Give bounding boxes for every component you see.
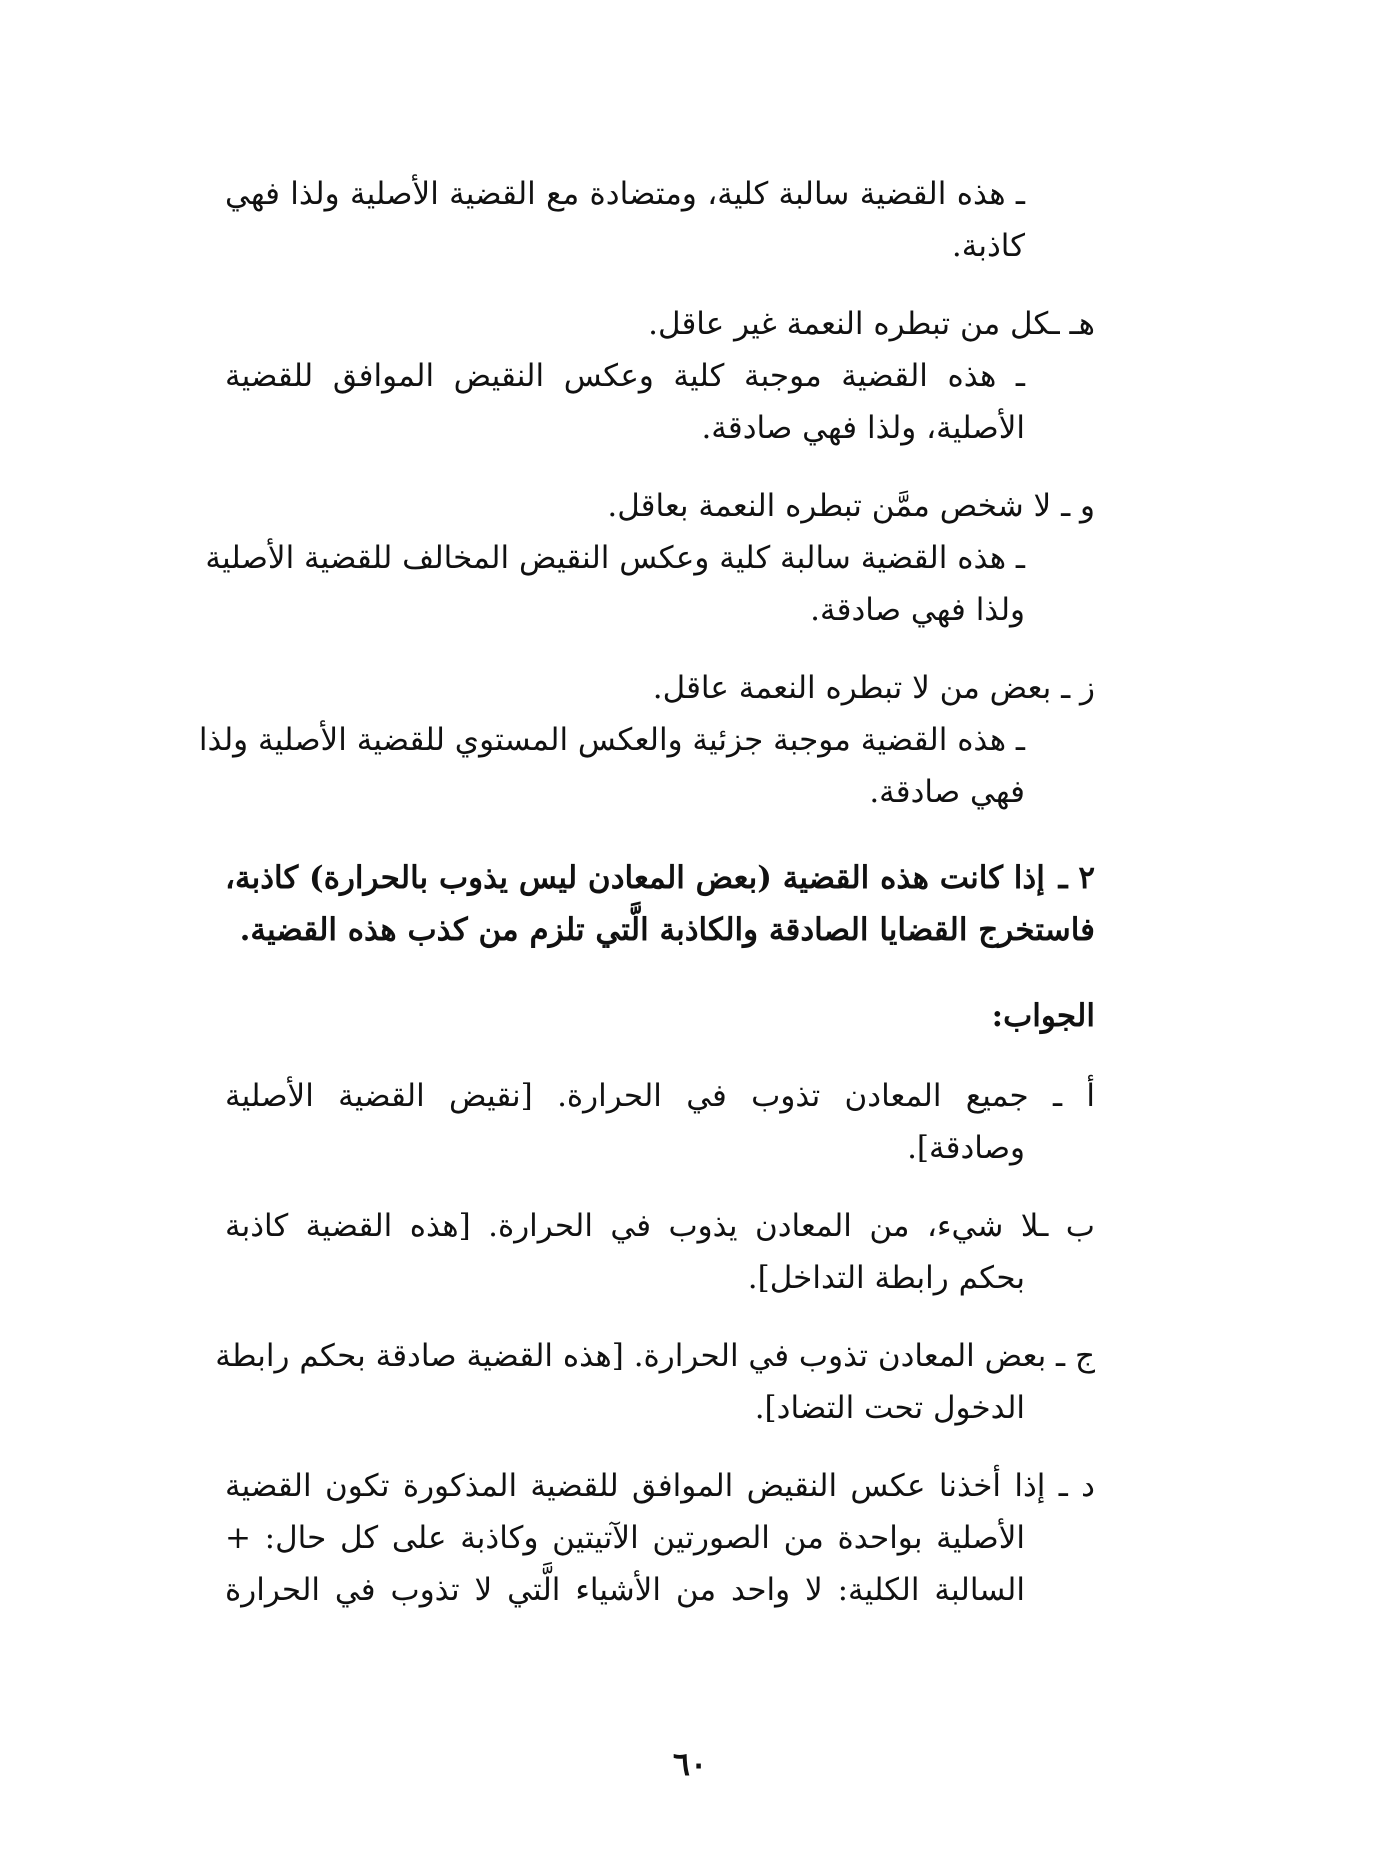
- question-text: فاستخرج القضايا الصادقة والكاذبة الَّتي تلزم من كذب هذه القضية.: [239, 912, 1095, 948]
- text-line: د ـ إذا أخذنا عكس النقيض الموافق للقضية المذكورة تكون القضية: [225, 1468, 1095, 1504]
- text-line: السالبة الكلية: لا واحد من الأشياء الَّتي لا تذوب في الحرارة: [225, 1572, 1025, 1608]
- text-line: ـ هذه القضية موجبة كلية وعكس النقيض الموافق للقضية: [225, 358, 1025, 394]
- question-number: ٢ ـ: [1058, 860, 1095, 896]
- text-line: الأصلية بواحدة من الصورتين الآتيتين وكاذبة على كل حال: +: [225, 1520, 1025, 1556]
- text-line: ـ هذه القضية سالبة كلية، ومتضادة مع القضية الأصلية ولذا فهي: [225, 176, 1025, 212]
- text-line: ولذا فهي صادقة.: [810, 592, 1025, 628]
- proposition-line: و ـ لا شخص ممَّن تبطره النعمة بعاقل.: [607, 488, 1095, 524]
- question-first-line: [225, 852, 1095, 904]
- text-line: ج ـ بعض المعادن تذوب في الحرارة. [هذه القضية صادقة بحكم رابطة: [215, 1338, 1095, 1374]
- item-continuation-d: [225, 168, 1095, 272]
- proposition-line: ز ـ بعض من لا تبطره النعمة عاقل.: [652, 670, 1095, 706]
- proposition-line: هـ ـكل من تبطره النعمة غير عاقل.: [648, 306, 1095, 342]
- text-line: وصادقة].: [907, 1130, 1025, 1166]
- page-body: [198, 168, 1095, 1642]
- item-waw: [205, 480, 1095, 636]
- answer-ba: [225, 1200, 1095, 1304]
- item-zay: [198, 662, 1095, 818]
- text-line: بحكم رابطة التداخل].: [747, 1260, 1025, 1296]
- text-line: فهي صادقة.: [869, 774, 1025, 810]
- answer-alif: [225, 1070, 1095, 1174]
- answer-dal: [225, 1460, 1095, 1616]
- text-line: ب ـلا شيء، من المعادن يذوب في الحرارة. [هذه القضية كاذبة: [225, 1208, 1095, 1244]
- text-line: كاذبة.: [951, 228, 1025, 264]
- text-line: أ ـ جميع المعادن تذوب في الحرارة. [نقيض القضية الأصلية: [225, 1078, 1095, 1114]
- text-line: الأصلية، ولذا فهي صادقة.: [701, 410, 1025, 446]
- text-line: ـ هذه القضية موجبة جزئية والعكس المستوي للقضية الأصلية ولذا: [198, 722, 1025, 758]
- answer-jim: [215, 1330, 1095, 1434]
- answer-label: الجواب:: [991, 998, 1095, 1034]
- question-text: إذا كانت هذه القضية (بعض المعادن ليس يذوب بالحرارة) كاذبة،: [225, 860, 1045, 896]
- item-he: [225, 298, 1095, 454]
- text-line: ـ هذه القضية سالبة كلية وعكس النقيض المخالف للقضية الأصلية: [205, 540, 1025, 576]
- text-line: الدخول تحت التضاد].: [754, 1390, 1025, 1426]
- page-number: ٦٠: [672, 1745, 708, 1783]
- question-2: [225, 852, 1095, 956]
